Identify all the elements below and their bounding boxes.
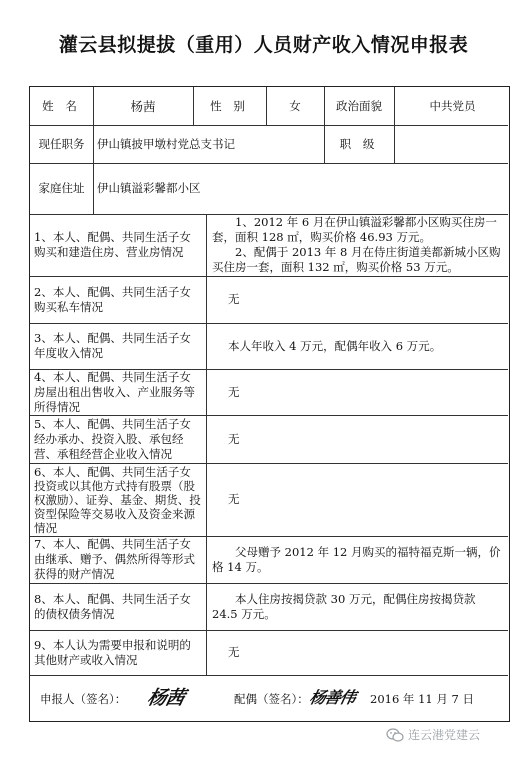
gender-value: 女 bbox=[289, 98, 301, 113]
col-divider bbox=[193, 87, 194, 125]
col-divider bbox=[93, 87, 94, 214]
row-divider bbox=[30, 463, 508, 464]
declaration-form bbox=[29, 86, 510, 722]
rank-value bbox=[394, 125, 511, 163]
row-divider bbox=[30, 323, 508, 324]
row-divider bbox=[30, 276, 508, 277]
row-divider bbox=[30, 369, 508, 370]
item-4-answer: 无 bbox=[228, 384, 240, 399]
row-divider bbox=[30, 630, 508, 631]
item-1-line-2: 2、配偶于 2013 年 8 月在侍庄街道美都新城小区购买住房一套，面积 132 ㎡，购买价格 53 万元。 bbox=[212, 245, 501, 274]
item-7-label: 7、本人、配偶、共同生活子女由继承、赠予、偶然所得等形式获得的财产情况 bbox=[34, 537, 195, 581]
row-divider bbox=[30, 125, 508, 126]
spouse-signature: 杨善伟 bbox=[307, 688, 357, 707]
applicant-signature: 杨茜 bbox=[145, 687, 187, 709]
col-divider bbox=[266, 87, 267, 125]
watermark-text: 连云港党建云 bbox=[408, 728, 481, 742]
item-3-label: 3、本人、配偶、共同生活子女年度收入情况 bbox=[34, 331, 191, 360]
address-label: 家庭住址 bbox=[38, 181, 85, 195]
item-1-label: 1、本人、配偶、共同生活子女购买和建造住房、营业房情况 bbox=[34, 230, 191, 259]
signature-row bbox=[30, 675, 508, 721]
political-value: 中共党员 bbox=[429, 98, 476, 113]
item-1-answer bbox=[206, 214, 508, 276]
gender-label: 性 别 bbox=[210, 98, 249, 113]
item-6-label: 6、本人、配偶、共同生活子女投资或以其他方式持有股票（股权激励）、证券、基金、期货、投资型保险等交易收入及资金来源情况 bbox=[34, 464, 201, 535]
item-4-label: 4、本人、配偶、共同生活子女房屋出租出售收入、产业服务等所得情况 bbox=[34, 369, 195, 414]
spouse-sign-label: 配偶（签名）： bbox=[234, 692, 309, 706]
item-8-line-1: 本人住房按揭贷款 30 万元，配偶住房按揭贷款 24.5 万元。 bbox=[212, 591, 476, 621]
item-5-label: 5、本人、配偶、共同生活子女经办承办、投资入股、承包经营、承租经营企业收入情况 bbox=[34, 416, 191, 461]
item-6-answer: 无 bbox=[228, 492, 240, 506]
name-value: 杨茜 bbox=[130, 98, 156, 114]
item-7-line-1: 父母赠予 2012 年 12 月购买的福特福克斯一辆，价格 14 万。 bbox=[212, 544, 501, 574]
item-1-line-1: 1、2012 年 6 月在伊山镇溢彩馨都小区购买住房一套，面积 128 ㎡，购买价格 46.93 万元。 bbox=[212, 215, 497, 244]
row-divider bbox=[30, 583, 508, 584]
address-value: 伊山镇溢彩馨都小区 bbox=[97, 181, 201, 195]
item-9-answer: 无 bbox=[228, 645, 240, 659]
item-8-label: 8、本人、配偶、共同生活子女的债权债务情况 bbox=[34, 591, 191, 621]
col-divider bbox=[324, 87, 325, 163]
watermark bbox=[386, 726, 480, 743]
political-label: 政治面貌 bbox=[336, 98, 382, 113]
applicant-sign-label: 申报人（签名）： bbox=[40, 692, 127, 706]
col-divider bbox=[394, 87, 395, 163]
item-2-answer: 无 bbox=[228, 292, 240, 306]
item-9-label: 9、本人认为需要申报和说明的其他财产或收入情况 bbox=[34, 637, 191, 667]
item-5-answer: 无 bbox=[228, 431, 240, 446]
name-label: 姓 名 bbox=[42, 98, 81, 113]
row-divider bbox=[30, 536, 508, 537]
item-2-label: 2、本人、配偶、共同生活子女购买私车情况 bbox=[34, 284, 191, 314]
rank-label: 职 级 bbox=[339, 136, 379, 151]
item-7-answer bbox=[206, 536, 508, 583]
col-divider bbox=[206, 214, 207, 675]
position-value: 伊山镇披甲墩村党总支书记 bbox=[97, 136, 235, 151]
page-title: 灌云县拟提拔（重用）人员财产收入情况申报表 bbox=[58, 34, 469, 56]
row-divider bbox=[30, 214, 508, 215]
wechat-icon bbox=[386, 728, 404, 742]
item-8-answer bbox=[206, 583, 508, 630]
row-divider bbox=[30, 415, 508, 416]
position-label: 现任职务 bbox=[38, 136, 85, 151]
row-divider bbox=[30, 675, 508, 676]
row-divider bbox=[30, 163, 508, 164]
sign-date: 2016 年 11 月 7 日 bbox=[370, 692, 474, 706]
item-3-answer: 本人年收入 4 万元，配偶年收入 6 万元。 bbox=[228, 338, 442, 353]
